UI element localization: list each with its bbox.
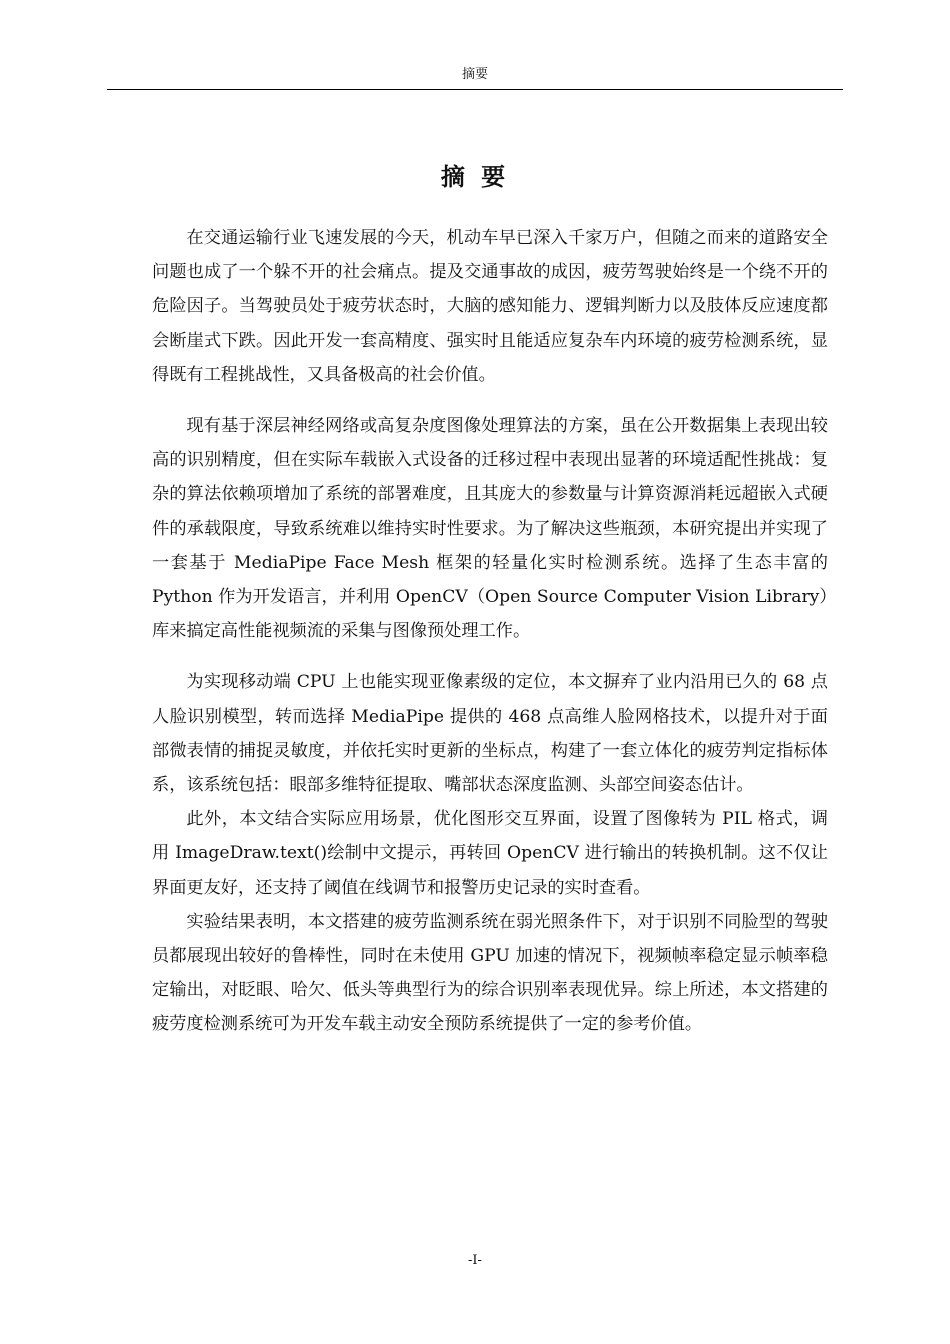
paragraph-3: 为实现移动端 CPU 上也能实现亚像素级的定位，本文摒弃了业内沿用已久的 68 点人脸识别模型，转而选择 MediaPipe 提供的 468 点高维人脸网格技术，以提升对于面部微表情的捕捉灵敏度，并依托实时更新的坐标点，构建了一套立体化的疲劳判定指标体系，该系统包括：眼部多维特征提取、嘴部状态深度监测、头部空间姿态估计。 — [152, 672, 828, 796]
header-divider — [107, 89, 843, 90]
abstract-body — [152, 221, 828, 1042]
paragraph-2: 现有基于深层神经网络或高复杂度图像处理算法的方案，虽在公开数据集上表现出较高的识别精度，但在实际车载嵌入式设备的迁移过程中表现出显著的环境适配性挑战：复杂的算法依赖项增加了系统的部署难度，且其庞大的参数量与计算资源消耗远超嵌入式硬件的承载限度，导致系统难以维持实时性要求。为了解决这些瓶颈，本研究提出并实现了一套基于 MediaPipe Face Mesh 框架的轻量化实时检测系统。选择了生态丰富的 Python 作为开发语言，并利用 OpenCV（Open Source Computer Vision Library）库来搞定高性能视频流的采集与图像预处理工作。 — [152, 416, 828, 642]
paragraph-4: 此外，本文结合实际应用场景，优化图形交互界面，设置了图像转为 PIL 格式，调用 ImageDraw.text()绘制中文提示，再转回 OpenCV 进行输出的转换机制。这不仅让界面更友好，还支持了阈值在线调节和报警历史记录的实时查看。 — [152, 809, 828, 898]
paragraph-5: 实验结果表明，本文搭建的疲劳监测系统在弱光照条件下，对于识别不同脸型的驾驶员都展现出较好的鲁棒性，同时在未使用 GPU 加速的情况下，视频帧率稳定显示帧率稳定输出，对眨眼、哈欠、低头等典型行为的综合识别率表现优异。综上所述，本文搭建的疲劳度检测系统可为开发车载主动安全预防系统提供了一定的参考价值。 — [152, 911, 828, 1035]
paragraph-1: 在交通运输行业飞速发展的今天，机动车早已深入千家万户，但随之而来的道路安全问题也成了一个躲不开的社会痛点。提及交通事故的成因，疲劳驾驶始终是一个绕不开的危险因子。当驾驶员处于疲劳状态时，大脑的感知能力、逻辑判断力以及肢体反应速度都会断崖式下跌。因此开发一套高精度、强实时且能适应复杂车内环境的疲劳检测系统，显得既有工程挑战性，又具备极高的社会价值。 — [152, 228, 828, 385]
page-number: -I- — [468, 1253, 482, 1268]
page-title: 摘 要 — [440, 162, 510, 191]
running-header: 摘要 — [461, 67, 488, 82]
